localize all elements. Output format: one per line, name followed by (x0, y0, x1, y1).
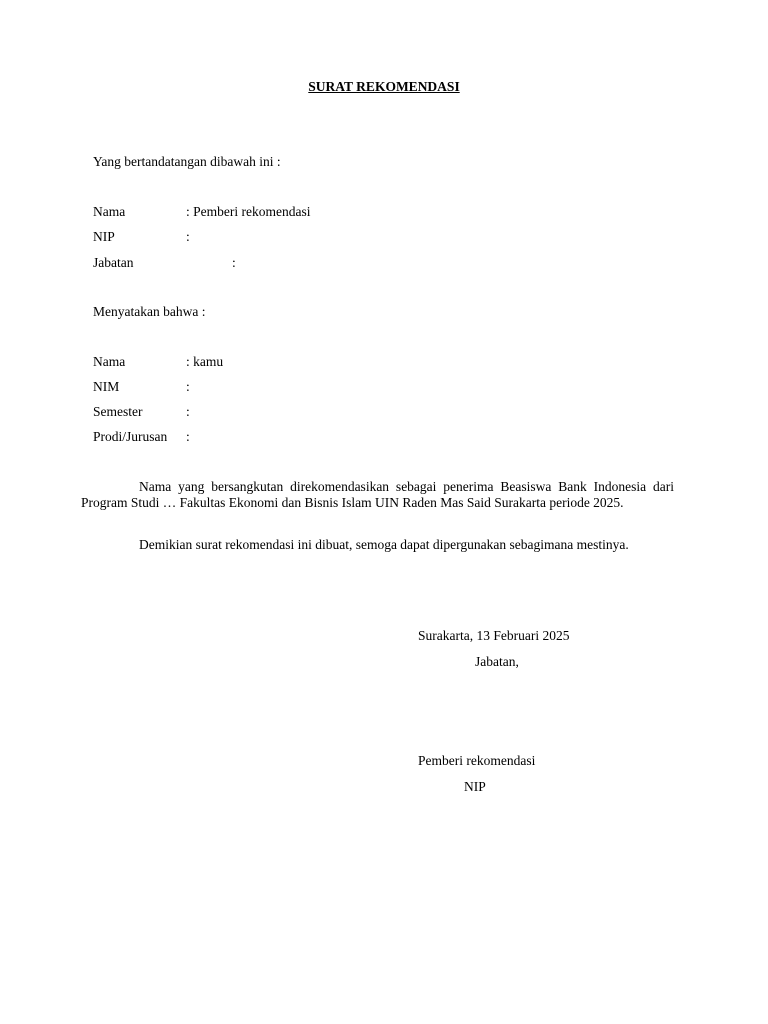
student-name-value: : kamu (186, 354, 224, 369)
letter-title: SURAT REKOMENDASI (308, 79, 460, 94)
student-prodi-value: : (186, 429, 190, 444)
student-name-label: Nama (93, 354, 126, 369)
intro-text: Yang bertandatangan dibawah ini : (93, 154, 281, 169)
signer-jabatan-label: Jabatan (93, 255, 134, 270)
body-paragraph-1: Nama yang bersangkutan direkomendasikan sebagai penerima Beasiswa Bank Indonesia dari Program Studi … Fakultas Ekonomi dan Bisnis Islam UIN Raden Mas Said Surakarta periode 2025. (81, 479, 674, 510)
student-semester-value: : (186, 404, 190, 419)
signer-nip-label: NIP (93, 229, 115, 244)
body-paragraph-2: Demikian surat rekomendasi ini dibuat, semoga dapat dipergunakan sebagimana mestinya. (139, 537, 629, 552)
signer-name-value: : Pemberi rekomendasi (186, 204, 311, 219)
student-semester-label: Semester (93, 404, 143, 419)
student-prodi-label: Prodi/Jurusan (93, 429, 168, 444)
signer-jabatan-value: : (232, 255, 236, 270)
place-date: Surakarta, 13 Februari 2025 (418, 628, 570, 643)
student-nim-label: NIM (93, 379, 120, 394)
closing-position: Jabatan, (475, 654, 519, 669)
signer-name-signature: Pemberi rekomendasi (418, 753, 536, 768)
signer-nip-value: : (186, 229, 190, 244)
statement-text: Menyatakan bahwa : (93, 304, 206, 319)
signer-name-label: Nama (93, 204, 126, 219)
signer-nip-signature: NIP (464, 779, 486, 794)
student-nim-value: : (186, 379, 190, 394)
